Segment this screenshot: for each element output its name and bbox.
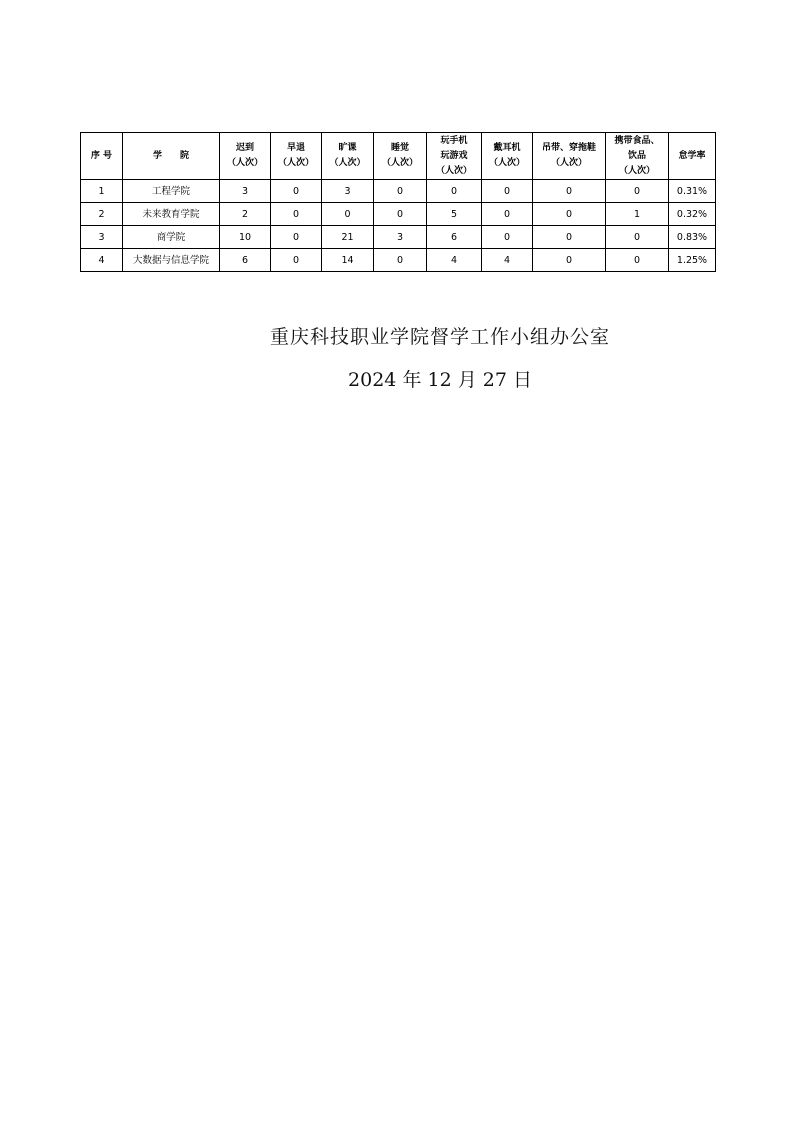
cell-truancy-rate: 0.31% [669,180,716,203]
cell-early-leave: 0 [271,203,322,226]
header-index: 序 号 [81,133,123,180]
cell-early-leave: 0 [271,180,322,203]
header-dress-slippers: 吊带、穿拖鞋 （人次） [533,133,606,180]
header-absent: 旷课 （人次） [322,133,374,180]
cell-truancy-rate: 0.32% [669,203,716,226]
header-phone-games: 玩手机 玩游戏 （人次） [427,133,482,180]
cell-truancy-rate: 1.25% [669,249,716,272]
cell-early-leave: 0 [271,226,322,249]
cell-college: 未来教育学院 [123,203,220,226]
header-earphones: 戴耳机 （人次） [482,133,533,180]
cell-phone-games: 6 [427,226,482,249]
cell-college: 大数据与信息学院 [123,249,220,272]
cell-truancy-rate: 0.83% [669,226,716,249]
cell-dress-slippers: 0 [533,180,606,203]
cell-college: 商学院 [123,226,220,249]
cell-early-leave: 0 [271,249,322,272]
cell-earphones: 0 [482,203,533,226]
header-late: 迟到 （人次） [220,133,271,180]
cell-dress-slippers: 0 [533,249,606,272]
table-row [81,249,716,272]
cell-index: 2 [81,203,123,226]
cell-phone-games: 5 [427,203,482,226]
cell-food-drinks: 0 [606,249,669,272]
cell-dress-slippers: 0 [533,226,606,249]
cell-dress-slippers: 0 [533,203,606,226]
cell-absent: 14 [322,249,374,272]
cell-food-drinks: 1 [606,203,669,226]
cell-phone-games: 4 [427,249,482,272]
cell-earphones: 0 [482,180,533,203]
cell-earphones: 4 [482,249,533,272]
issue-date: 2024 年 12 月 27 日 [348,369,532,391]
cell-late: 6 [220,249,271,272]
attendance-statistics-table [80,132,716,272]
cell-sleeping: 0 [374,203,427,226]
cell-absent: 21 [322,226,374,249]
header-early-leave: 早退 （人次） [271,133,322,180]
cell-food-drinks: 0 [606,180,669,203]
header-college: 学 院 [123,133,220,180]
cell-food-drinks: 0 [606,226,669,249]
cell-sleeping: 0 [374,249,427,272]
cell-college: 工程学院 [123,180,220,203]
cell-absent: 3 [322,180,374,203]
table-row [81,180,716,203]
cell-index: 3 [81,226,123,249]
cell-index: 4 [81,249,123,272]
table-row [81,203,716,226]
table-header-row [81,133,716,180]
cell-late: 10 [220,226,271,249]
cell-late: 3 [220,180,271,203]
table-row [81,226,716,249]
cell-late: 2 [220,203,271,226]
cell-sleeping: 0 [374,180,427,203]
cell-absent: 0 [322,203,374,226]
cell-phone-games: 0 [427,180,482,203]
cell-index: 1 [81,180,123,203]
header-truancy-rate: 怠学率 [669,133,716,180]
cell-sleeping: 3 [374,226,427,249]
header-sleeping: 睡觉 （人次） [374,133,427,180]
cell-earphones: 0 [482,226,533,249]
header-food-drinks: 携带食品、 饮品 （人次） [606,133,669,180]
issuing-office: 重庆科技职业学院督学工作小组办公室 [269,326,610,348]
